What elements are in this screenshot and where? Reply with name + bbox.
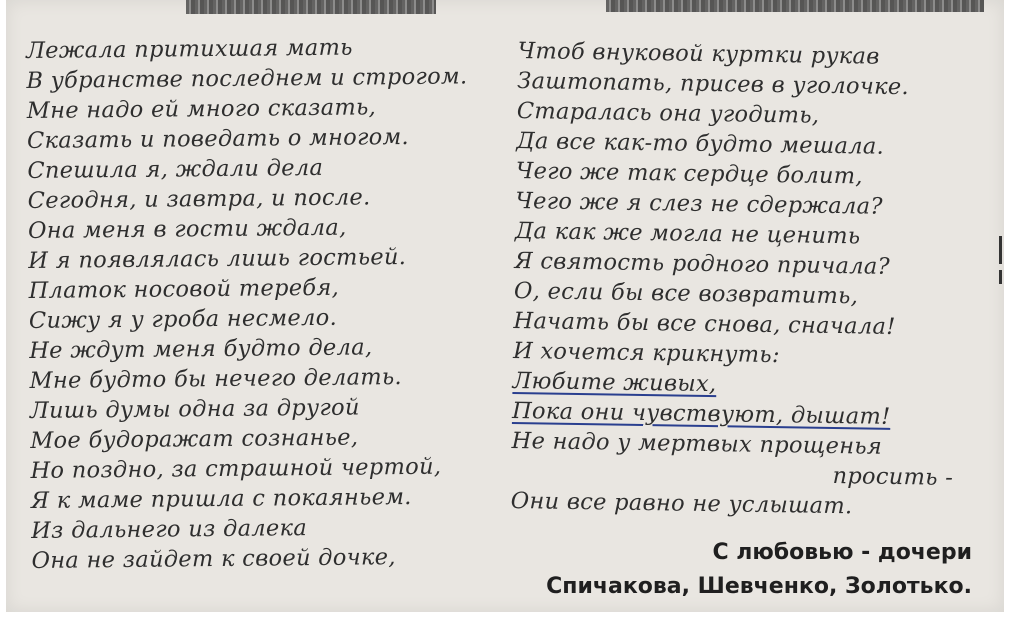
poem-line: Чего же я слез не сдержала? (515, 187, 883, 220)
poem-line: Да как же могла не ценить (514, 217, 861, 250)
poem-line: Да все как-то будто мешала. (516, 127, 885, 160)
poem-line: Мне надо ей много сказать, (26, 94, 377, 124)
poem-line: просить - (832, 462, 954, 491)
poem-line: Чего же так сердце болит, (515, 157, 864, 190)
poem-line: Сижу я у гроба несмело. (28, 304, 338, 334)
poem-line: Но поздно, за страшной чертой, (30, 453, 442, 484)
poem-line: Старалась она угодить, (516, 97, 820, 129)
signature-line-2: Спичакова, Шевченко, Золотько. (546, 574, 972, 599)
underlined-text: Любите живых, (512, 367, 717, 398)
poem-line: Начать бы все снова, сначала! (513, 307, 896, 340)
poem-line: Мне будто бы нечего делать. (29, 364, 403, 394)
poem-line: Сказать и поведать о многом. (26, 123, 410, 154)
poem-line: Заштопать, присев в уголочке. (517, 67, 910, 101)
poem-line: Из дальнего из далека (31, 515, 308, 544)
poem-line: В убранстве последнем и строгом. (26, 63, 468, 94)
edge-mark (999, 270, 1002, 284)
poem-line: Лишь думы одна за другой (29, 394, 360, 424)
cut-header-strip-right (606, 0, 984, 12)
poem-line: Я святость родного причала? (514, 247, 891, 280)
poem-line: Мое будоражат сознанье, (30, 424, 359, 454)
poem-right-column (510, 36, 967, 523)
poem-line: И хочется крикнуть: (512, 337, 781, 369)
poem-line: Спешила я, ждали дела (27, 154, 324, 184)
poem-line: Она не зайдет к своей дочке, (31, 544, 396, 574)
poem-line: Платок носовой теребя, (28, 274, 340, 304)
poem-line: О, если бы все возвратить, (513, 277, 859, 310)
poem-line: И я появлялась лишь гостьей. (28, 244, 407, 274)
cut-header-strip-left (186, 0, 436, 14)
signature-block (546, 536, 972, 604)
poem-line: Она меня в гости ждала, (27, 214, 347, 244)
poem-left-column (26, 31, 502, 576)
poem-line: Чтоб внуковой куртки рукав (517, 37, 880, 70)
poem-line: Они все равно не услышат. (510, 487, 853, 520)
edge-mark (999, 236, 1002, 264)
poem-line: Лежала притихшая мать (26, 34, 353, 64)
poem-line: Не надо у мертвых прощенья (511, 427, 883, 460)
poem-line: Я к маме пришла с покаяньем. (30, 483, 412, 514)
underlined-text: Пока они чувствуют, дышат! (511, 397, 891, 430)
signature-line-1: С любовью - дочери (712, 540, 972, 565)
poem-line: Сегодня, и завтра, и после. (27, 184, 371, 214)
poem-line: Не ждут меня будто дела, (29, 334, 373, 364)
